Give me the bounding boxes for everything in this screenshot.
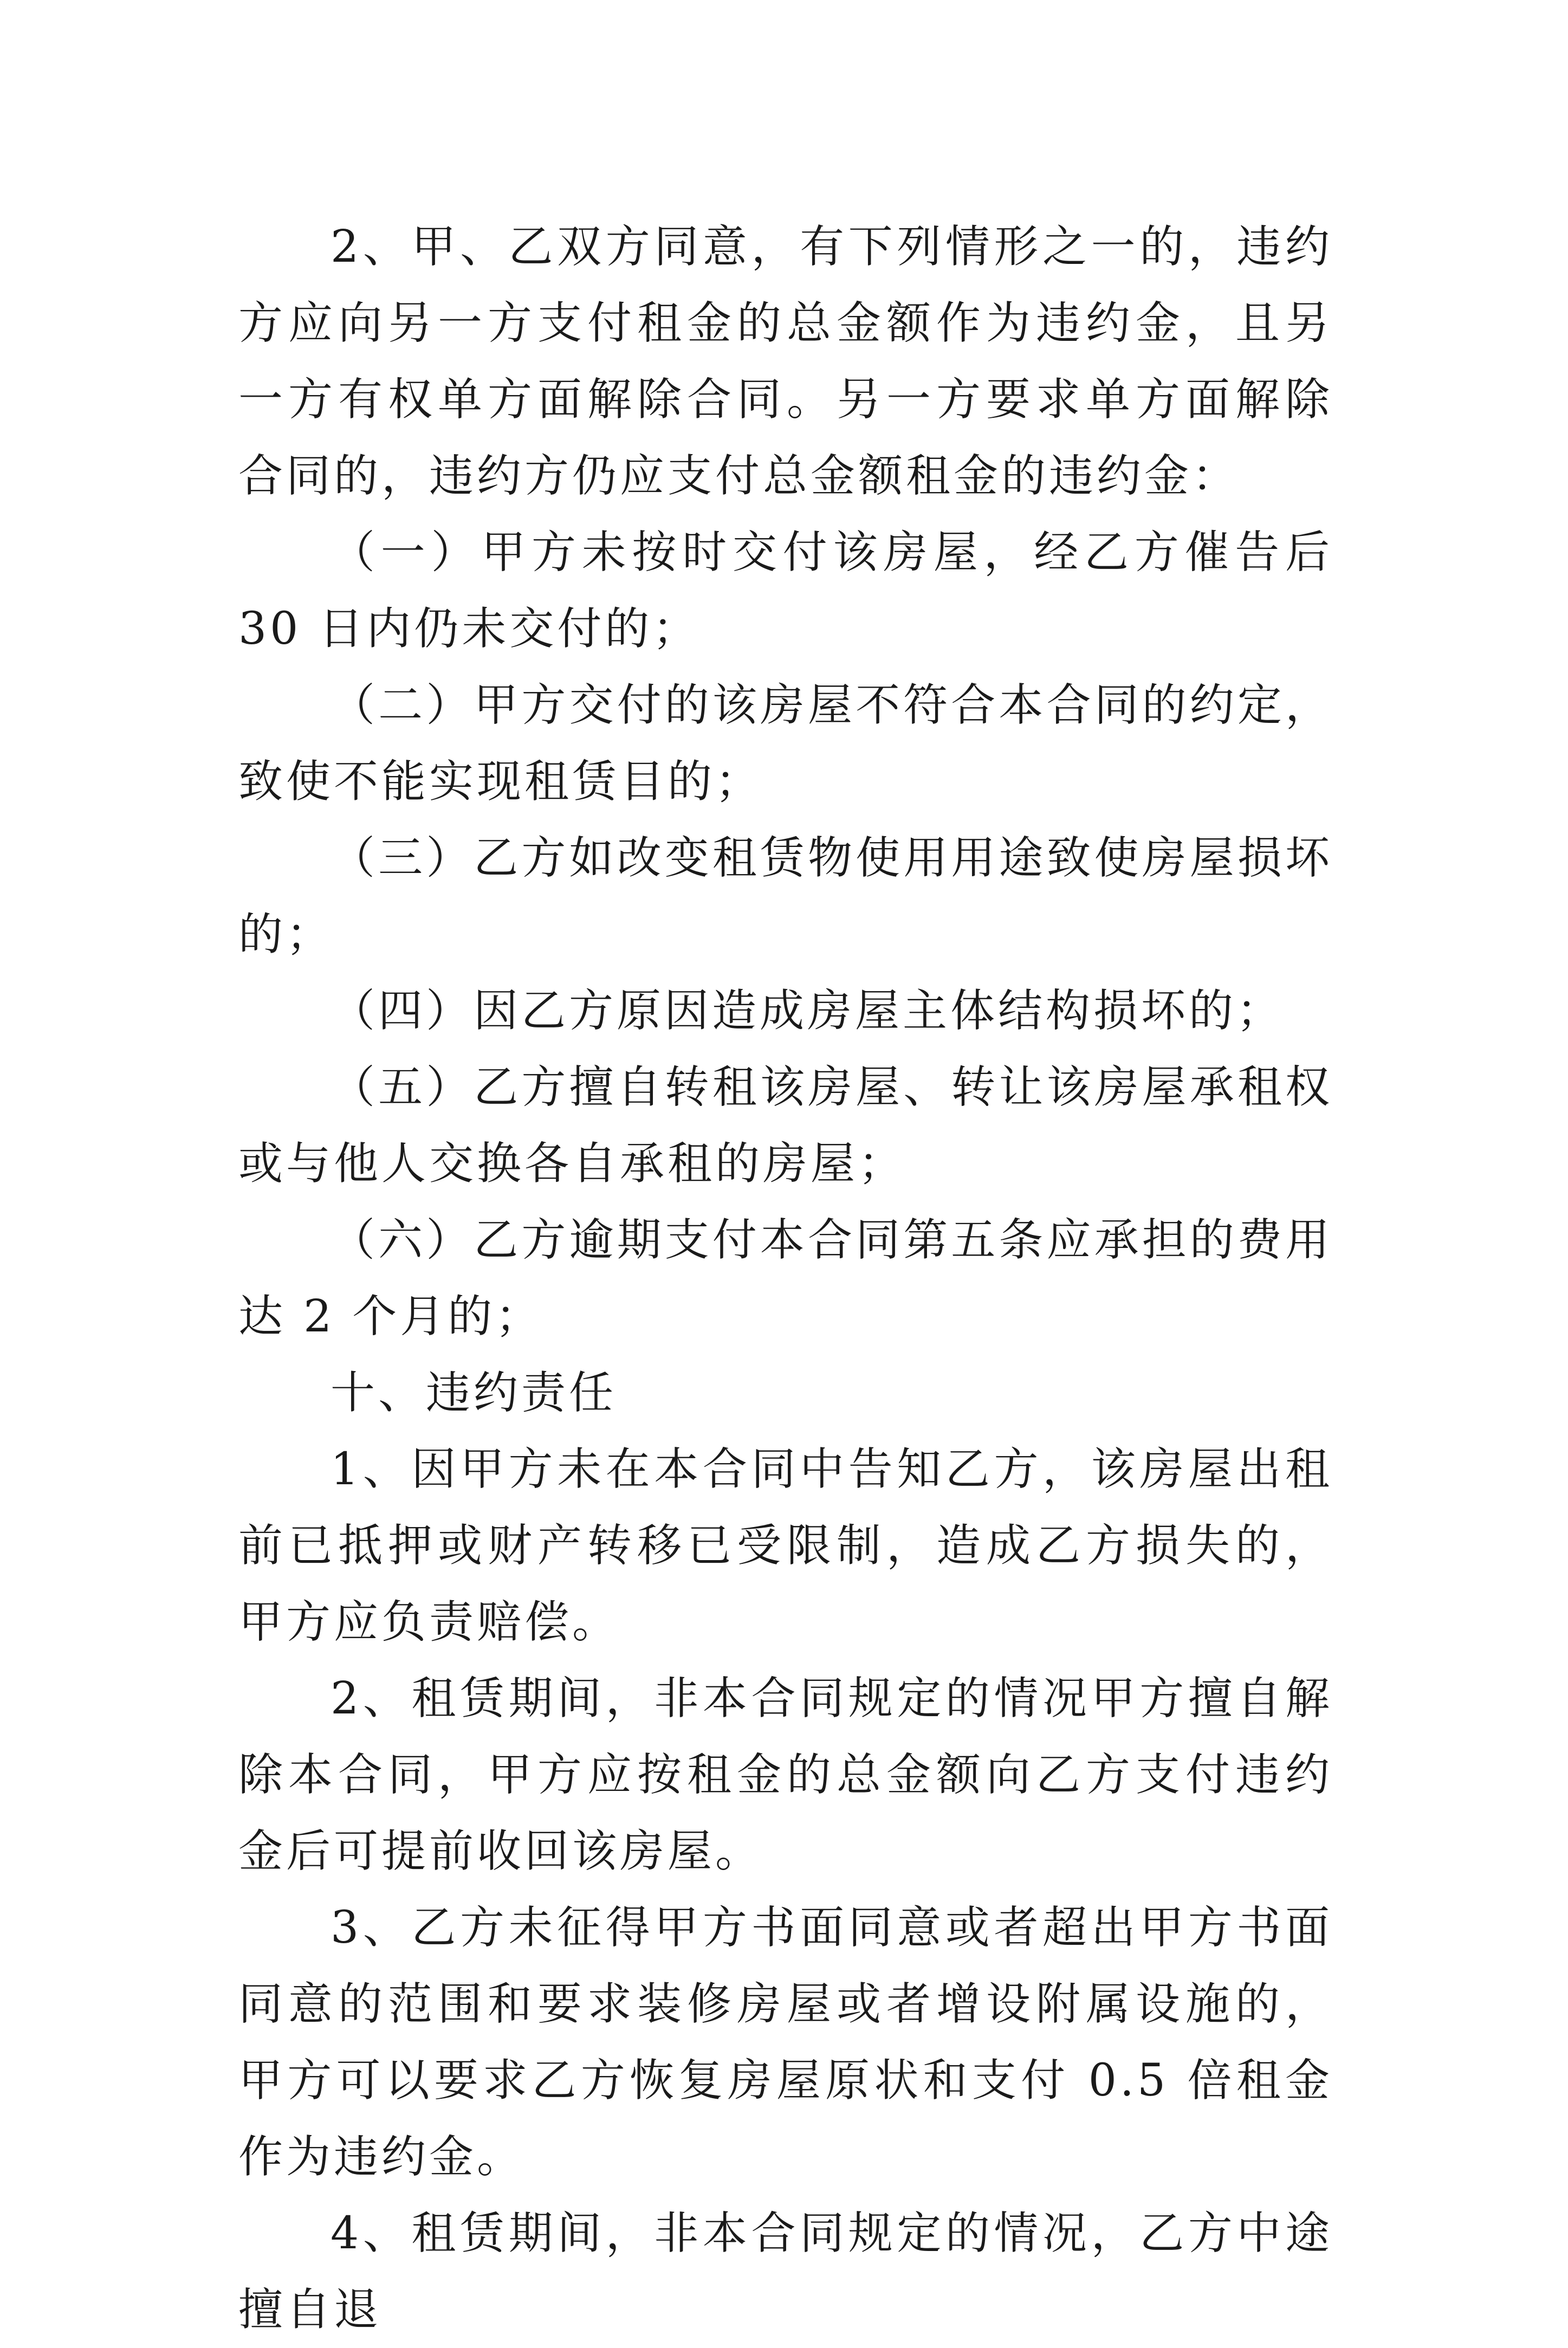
clause-paragraph-2-breach-conditions: 2、甲、乙双方同意，有下列情形之一的，违约方应向另一方支付租金的总金额作为违约金，且另一方有权单方面解除合同。另一方要求单方面解除合同的，违约方仍应支付总金额租金的违约金： <box>238 221 1333 502</box>
list-item-1: （一）甲方未按时交付该房屋，经乙方催告后 30 日内仍未交付的； <box>238 527 1333 655</box>
liability-clause-4: 4、租赁期间，非本合同规定的情况，乙方中途擅自退 <box>238 2208 1333 2336</box>
liability-clause-2: 2、租赁期间，非本合同规定的情况甲方擅自解除本合同，甲方应按租金的总金额向乙方支付违约金后可提前收回该房屋。 <box>238 1673 1333 1877</box>
list-item-3: （三）乙方如改变租赁物使用用途致使房屋损坏的； <box>238 832 1333 960</box>
liability-clause-1: 1、因甲方未在本合同中告知乙方，该房屋出租前已抵押或财产转移已受限制，造成乙方损失的，甲方应负责赔偿。 <box>238 1444 1333 1648</box>
list-item-5: （五）乙方擅自转租该房屋、转让该房屋承租权或与他人交换各自承租的房屋； <box>238 1062 1333 1189</box>
document-body <box>238 209 1333 2348</box>
liability-clause-3: 3、乙方未征得甲方书面同意或者超出甲方书面同意的范围和要求装修房屋或者增设附属设施的，甲方可以要求乙方恢复房屋原状和支付 0.5 倍租金作为违约金。 <box>238 1902 1333 2183</box>
list-item-6: （六）乙方逾期支付本合同第五条应承担的费用达 2 个月的； <box>238 1214 1333 1342</box>
list-item-2: （二）甲方交付的该房屋不符合本合同的约定，致使不能实现租赁目的； <box>238 680 1333 807</box>
section-heading-liability: 十、违约责任 <box>331 1367 617 1419</box>
list-item-4: （四）因乙方原因造成房屋主体结构损坏的； <box>331 985 1285 1037</box>
